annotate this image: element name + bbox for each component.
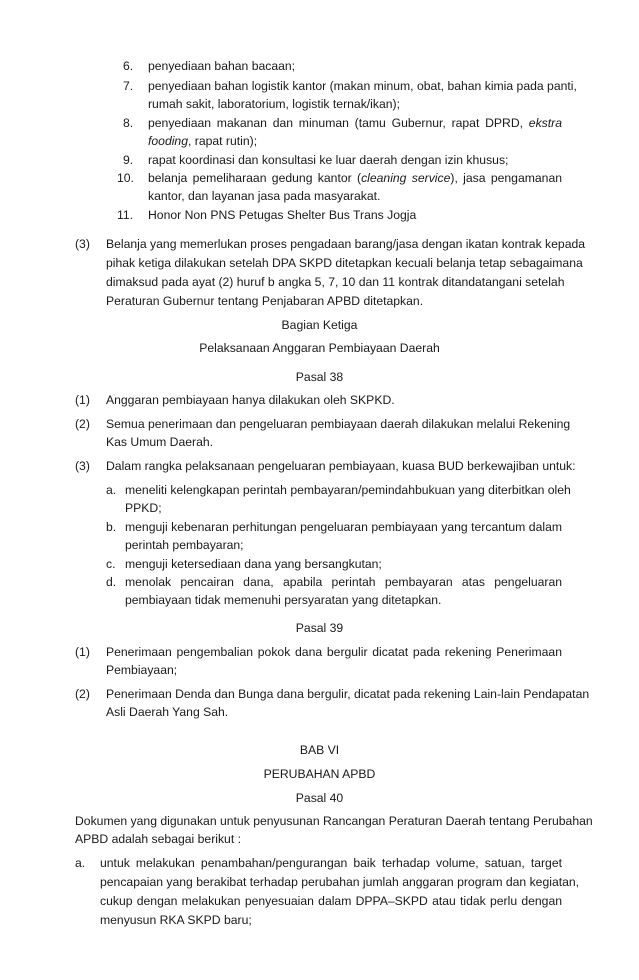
paragraph-number: (1) (75, 393, 90, 407)
list-item-text: penyediaan bahan logistik kantor (makan minum, obat, bahan kimia pada panti, (148, 79, 577, 93)
list-item-text: belanja pemeliharaan gedung kantor (cleaning service), jasa pengamanan (148, 171, 562, 185)
section-subtitle: Pelaksanaan Anggaran Pembiayaan Daerah (199, 341, 440, 355)
paragraph-number: (2) (75, 687, 90, 701)
article-title: Pasal 39 (295, 621, 344, 635)
list-item-text: penyediaan bahan bacaan; (148, 59, 296, 73)
subitem-line: menguji ketersediaan dana yang bersangkutan; (125, 557, 382, 571)
paragraph-line: Pembiayaan; (106, 663, 178, 677)
paragraph-line: Belanja yang memerlukan proses pengadaan barang/jasa dengan ikatan kontrak kepada (106, 237, 586, 251)
list-item-text: Honor Non PNS Petugas Shelter Bus Trans Jogja (148, 208, 417, 222)
paragraph-line: dimaksud pada ayat (2) huruf b angka 5, 7, 10 dan 11 kontrak ditandatangani setelah (106, 275, 565, 289)
subitem-line: perintah pembayaran; (125, 538, 244, 552)
list-number: 9. (123, 153, 134, 167)
list-item-text: kantor, dan layanan jasa pada masyarakat. (148, 189, 381, 203)
paragraph-line: Peraturan Gubernur tentang Penjabaran APBD ditetapkan. (106, 294, 424, 308)
list-item-text: rumah sakit, laboratorium, logistik ternak/ikan); (148, 97, 400, 111)
list-item-text: fooding, rapat rutin); (148, 134, 258, 148)
intro-line: APBD adalah sebagai berikut : (75, 832, 241, 846)
subitem-line: meneliti kelengkapan perintah pembayaran/pemindahbukuan yang diterbitkan oleh (125, 483, 571, 497)
list-number: 7. (123, 79, 134, 93)
subitem-letter: b. (106, 520, 117, 534)
list-number: 11. (117, 208, 134, 222)
subitem-letter: c. (106, 557, 116, 571)
list-item-text: penyediaan makanan dan minuman (tamu Gubernur, rapat DPRD, ekstra (148, 116, 562, 130)
paragraph-line: Kas Umum Daerah. (106, 435, 214, 449)
subitem-letter: a. (75, 856, 86, 870)
list-number: 8. (123, 116, 134, 130)
list-number: 10. (117, 171, 134, 185)
paragraph-line: Penerimaan Denda dan Bunga dana bergulir, dicatat pada rekening Lain-lain Pendapatan (106, 687, 590, 701)
subitem-line: PPKD; (125, 501, 162, 515)
paragraph-line: Anggaran pembiayaan hanya dilakukan oleh SKPKD. (106, 393, 395, 407)
intro-line: Dokumen yang digunakan untuk penyusunan Rancangan Peraturan Daerah tentang Perubahan (75, 814, 593, 828)
paragraph-number: (3) (75, 459, 90, 473)
list-number: 6. (123, 59, 134, 73)
subitem-line: menguji kebenaran perhitungan pengeluaran pembiayaan yang tercantum dalam (125, 520, 562, 534)
article-title: Pasal 38 (295, 370, 344, 384)
subitem-line: pencapaian yang berakibat terhadap perubahan jumlah anggaran program dan kegiatan, (100, 875, 580, 889)
paragraph-number: (2) (75, 417, 90, 431)
subitem-line: untuk melakukan penambahan/pengurangan baik terhadap volume, satuan, target (100, 856, 562, 870)
paragraph-number: (1) (75, 645, 90, 659)
paragraph-line: pihak ketiga dilakukan setelah DPA SKPD ditetapkan kecuali belanja tetap sebagaimana (106, 256, 583, 270)
subitem-line: cukup dengan melakukan penyesuaian dalam DPPA–SKPD atau tidak perlu dengan (100, 894, 562, 908)
section-title: Bagian Ketiga (281, 318, 358, 332)
subitem-letter: d. (106, 575, 117, 589)
subitem-letter: a. (106, 483, 117, 497)
subitem-line: menyusun RKA SKPD baru; (100, 913, 252, 927)
article-title: Pasal 40 (295, 791, 344, 805)
paragraph-line: Semua penerimaan dan pengeluaran pembiayaan daerah dilakukan melalui Rekening (106, 417, 571, 431)
chapter-subtitle: PERUBAHAN APBD (263, 767, 376, 781)
subitem-line: pembiayaan tidak memenuhi persyaratan yang ditetapkan. (125, 593, 442, 607)
paragraph-line: Asli Daerah Yang Sah. (106, 705, 229, 719)
paragraph-line: Penerimaan pengembalian pokok dana bergulir dicatat pada rekening Penerimaan (106, 645, 562, 659)
list-item-text: rapat koordinasi dan konsultasi ke luar daerah dengan izin khusus; (148, 153, 509, 167)
paragraph-number: (3) (75, 237, 90, 251)
paragraph-line: Dalam rangka pelaksanaan pengeluaran pembiayaan, kuasa BUD berkewajiban untuk: (106, 459, 576, 473)
chapter-title: BAB VI (299, 743, 340, 757)
subitem-line: menolak pencairan dana, apabila perintah pembayaran atas pengeluaran (125, 575, 562, 589)
